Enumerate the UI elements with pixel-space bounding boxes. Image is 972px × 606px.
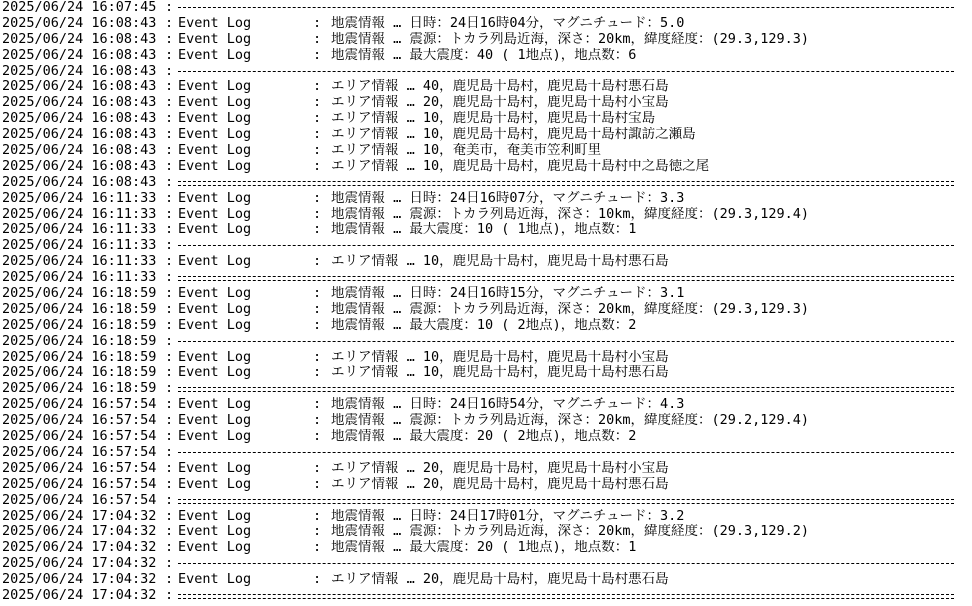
double-rule-divider [178, 181, 954, 186]
log-separator [0, 270, 972, 286]
log-timestamp: 2025/06/24 16:07:45 [2, 0, 157, 15]
log-separator [0, 381, 972, 397]
log-timestamp: 2025/06/24 16:57:54 [2, 476, 157, 492]
log-source: Event Log [178, 429, 252, 445]
field-separator: : [165, 15, 174, 31]
log-entry [0, 16, 972, 32]
field-separator: : [313, 222, 322, 238]
log-separator [0, 64, 972, 80]
log-separator [0, 334, 972, 350]
log-message: 地震情報 … 震源：トカラ列島近海，深さ：20km，緯度経度：(29.3,129.3) [331, 301, 810, 317]
log-message: 地震情報 … 震源：トカラ列島近海，深さ：20km，緯度経度：(29.2,129.4) [331, 413, 810, 429]
log-entry [0, 127, 972, 143]
field-separator: : [165, 270, 174, 286]
field-separator: : [165, 540, 174, 556]
log-entry [0, 207, 972, 223]
field-separator: : [165, 127, 174, 143]
field-separator: : [313, 413, 322, 429]
log-timestamp: 2025/06/24 16:18:59 [2, 381, 157, 397]
field-separator: : [165, 572, 174, 588]
log-timestamp: 2025/06/24 16:18:59 [2, 333, 157, 349]
field-separator: : [165, 143, 174, 159]
single-rule-divider [178, 452, 954, 453]
log-source: Event Log [178, 127, 252, 143]
field-separator: : [165, 31, 174, 47]
log-entry [0, 302, 972, 318]
field-separator: : [165, 63, 174, 79]
log-timestamp: 2025/06/24 17:04:32 [2, 556, 157, 572]
log-source: Event Log [178, 508, 252, 524]
log-entry [0, 365, 972, 381]
log-message: 地震情報 … 日時：24日16時54分，マグニチュード：4.3 [331, 397, 685, 413]
log-source: Event Log [178, 111, 252, 127]
log-source: Event Log [178, 254, 252, 270]
field-separator: : [313, 429, 322, 445]
field-separator: : [313, 95, 322, 111]
log-entry [0, 461, 972, 477]
log-message: エリア情報 … 10，鹿児島十島村，鹿児島十島村中之島徳之尾 [331, 158, 710, 174]
log-timestamp: 2025/06/24 17:04:32 [2, 587, 157, 603]
log-entry [0, 79, 972, 95]
log-timestamp: 2025/06/24 16:11:33 [2, 190, 157, 206]
field-separator: : [165, 429, 174, 445]
log-timestamp: 2025/06/24 16:57:54 [2, 429, 157, 445]
field-separator: : [165, 556, 174, 572]
log-source: Event Log [178, 79, 252, 95]
field-separator: : [165, 317, 174, 333]
field-separator: : [165, 524, 174, 540]
log-source: Event Log [178, 540, 252, 556]
field-separator: : [165, 587, 174, 603]
log-entry [0, 429, 972, 445]
log-message: 地震情報 … 震源：トカラ列島近海，深さ：10km，緯度経度：(29.3,129.4) [331, 206, 810, 222]
log-timestamp: 2025/06/24 16:18:59 [2, 349, 157, 365]
log-message: 地震情報 … 最大震度：20 ( 2地点)，地点数：2 [331, 429, 637, 445]
log-source: Event Log [178, 524, 252, 540]
field-separator: : [165, 174, 174, 190]
field-separator: : [165, 333, 174, 349]
log-separator [0, 175, 972, 191]
log-message: エリア情報 … 10，鹿児島十島村，鹿児島十島村宝島 [331, 111, 656, 127]
log-message: 地震情報 … 最大震度：20 ( 1地点)，地点数：1 [331, 540, 637, 556]
log-entry [0, 95, 972, 111]
log-source: Event Log [178, 143, 252, 159]
log-source: Event Log [178, 397, 252, 413]
log-timestamp: 2025/06/24 16:08:43 [2, 63, 157, 79]
log-entry [0, 350, 972, 366]
log-entry [0, 318, 972, 334]
log-entry [0, 32, 972, 48]
log-timestamp: 2025/06/24 16:57:54 [2, 460, 157, 476]
log-message: エリア情報 … 20，鹿児島十島村，鹿児島十島村小宝島 [331, 95, 669, 111]
log-source: Event Log [178, 158, 252, 174]
log-timestamp: 2025/06/24 16:08:43 [2, 15, 157, 31]
log-timestamp: 2025/06/24 16:57:54 [2, 492, 157, 508]
log-source: Event Log [178, 47, 252, 63]
field-separator: : [313, 349, 322, 365]
log-timestamp: 2025/06/24 16:08:43 [2, 79, 157, 95]
log-message: エリア情報 … 20，鹿児島十島村，鹿児島十島村小宝島 [331, 460, 669, 476]
field-separator: : [313, 127, 322, 143]
log-source: Event Log [178, 206, 252, 222]
field-separator: : [165, 301, 174, 317]
log-separator [0, 445, 972, 461]
log-timestamp: 2025/06/24 16:08:43 [2, 127, 157, 143]
double-rule-divider [178, 499, 954, 504]
log-source: Event Log [178, 31, 252, 47]
log-message: 地震情報 … 日時：24日16時07分，マグニチュード：3.3 [331, 190, 685, 206]
log-separator [0, 556, 972, 572]
log-separator [0, 493, 972, 509]
log-timestamp: 2025/06/24 16:18:59 [2, 317, 157, 333]
log-entry [0, 48, 972, 64]
log-message: 地震情報 … 日時：24日16時04分，マグニチュード：5.0 [331, 15, 685, 31]
log-separator [0, 238, 972, 254]
log-message: 地震情報 … 震源：トカラ列島近海，深さ：20km，緯度経度：(29.3,129.2) [331, 524, 810, 540]
log-source: Event Log [178, 413, 252, 429]
log-timestamp: 2025/06/24 16:18:59 [2, 365, 157, 381]
field-separator: : [165, 206, 174, 222]
log-source: Event Log [178, 460, 252, 476]
single-rule-divider [178, 245, 954, 246]
field-separator: : [165, 111, 174, 127]
log-source: Event Log [178, 317, 252, 333]
field-separator: : [165, 238, 174, 254]
double-rule-divider [178, 276, 954, 281]
field-separator: : [165, 460, 174, 476]
log-separator [0, 588, 972, 604]
log-timestamp: 2025/06/24 16:08:43 [2, 111, 157, 127]
log-timestamp: 2025/06/24 16:57:54 [2, 444, 157, 460]
log-timestamp: 2025/06/24 16:08:43 [2, 158, 157, 174]
field-separator: : [313, 79, 322, 95]
double-rule-divider [178, 594, 954, 599]
log-entry [0, 540, 972, 556]
field-separator: : [313, 476, 322, 492]
field-separator: : [165, 254, 174, 270]
field-separator: : [165, 492, 174, 508]
field-separator: : [313, 397, 322, 413]
log-timestamp: 2025/06/24 17:04:32 [2, 524, 157, 540]
field-separator: : [313, 540, 322, 556]
log-message: 地震情報 … 最大震度：10 ( 2地点)，地点数：2 [331, 317, 637, 333]
log-message: エリア情報 … 40，鹿児島十島村，鹿児島十島村悪石島 [331, 79, 669, 95]
log-timestamp: 2025/06/24 16:18:59 [2, 286, 157, 302]
log-message: エリア情報 … 10，鹿児島十島村，鹿児島十島村小宝島 [331, 349, 669, 365]
log-entry [0, 111, 972, 127]
log-source: Event Log [178, 476, 252, 492]
log-message: エリア情報 … 10，鹿児島十島村，鹿児島十島村諏訪之瀬島 [331, 127, 696, 143]
log-entry [0, 397, 972, 413]
log-entry [0, 143, 972, 159]
log-source: Event Log [178, 190, 252, 206]
log-timestamp: 2025/06/24 16:18:59 [2, 301, 157, 317]
log-timestamp: 2025/06/24 16:08:43 [2, 174, 157, 190]
field-separator: : [165, 222, 174, 238]
single-rule-divider [178, 7, 954, 8]
single-rule-divider [178, 71, 954, 72]
field-separator: : [165, 381, 174, 397]
log-timestamp: 2025/06/24 16:08:43 [2, 143, 157, 159]
field-separator: : [165, 0, 174, 15]
log-timestamp: 2025/06/24 17:04:32 [2, 508, 157, 524]
field-separator: : [313, 190, 322, 206]
log-entry [0, 254, 972, 270]
log-timestamp: 2025/06/24 16:11:33 [2, 238, 157, 254]
field-separator: : [165, 47, 174, 63]
log-timestamp: 2025/06/24 16:57:54 [2, 397, 157, 413]
log-entry [0, 222, 972, 238]
field-separator: : [313, 524, 322, 540]
log-source: Event Log [178, 365, 252, 381]
field-separator: : [165, 413, 174, 429]
log-entry [0, 509, 972, 525]
log-timestamp: 2025/06/24 16:57:54 [2, 413, 157, 429]
log-entry [0, 159, 972, 175]
field-separator: : [313, 301, 322, 317]
log-message: 地震情報 … 日時：24日17時01分，マグニチュード：3.2 [331, 508, 685, 524]
field-separator: : [165, 286, 174, 302]
field-separator: : [165, 397, 174, 413]
log-entry [0, 477, 972, 493]
field-separator: : [313, 158, 322, 174]
field-separator: : [313, 111, 322, 127]
field-separator: : [165, 158, 174, 174]
log-message: エリア情報 … 10，鹿児島十島村，鹿児島十島村悪石島 [331, 254, 669, 270]
log-message: 地震情報 … 最大震度：40 ( 1地点)，地点数：6 [331, 47, 637, 63]
field-separator: : [165, 365, 174, 381]
log-message: エリア情報 … 10，鹿児島十島村，鹿児島十島村悪石島 [331, 365, 669, 381]
log-entry [0, 286, 972, 302]
single-rule-divider [178, 341, 954, 342]
field-separator: : [165, 444, 174, 460]
log-entry [0, 524, 972, 540]
log-source: Event Log [178, 301, 252, 317]
field-separator: : [165, 79, 174, 95]
log-source: Event Log [178, 95, 252, 111]
field-separator: : [313, 206, 322, 222]
single-rule-divider [178, 563, 954, 564]
log-entry [0, 191, 972, 207]
field-separator: : [313, 365, 322, 381]
log-timestamp: 2025/06/24 17:04:32 [2, 572, 157, 588]
log-timestamp: 2025/06/24 17:04:32 [2, 540, 157, 556]
log-source: Event Log [178, 349, 252, 365]
log-timestamp: 2025/06/24 16:11:33 [2, 254, 157, 270]
field-separator: : [313, 460, 322, 476]
log-timestamp: 2025/06/24 16:08:43 [2, 47, 157, 63]
log-message: エリア情報 … 20，鹿児島十島村，鹿児島十島村悪石島 [331, 572, 669, 588]
log-timestamp: 2025/06/24 16:11:33 [2, 270, 157, 286]
double-rule-divider [178, 387, 954, 392]
log-timestamp: 2025/06/24 16:11:33 [2, 206, 157, 222]
field-separator: : [313, 572, 322, 588]
field-separator: : [313, 254, 322, 270]
field-separator: : [165, 95, 174, 111]
field-separator: : [313, 317, 322, 333]
field-separator: : [313, 286, 322, 302]
log-source: Event Log [178, 286, 252, 302]
field-separator: : [165, 508, 174, 524]
field-separator: : [165, 190, 174, 206]
log-source: Event Log [178, 222, 252, 238]
log-entry [0, 413, 972, 429]
log-timestamp: 2025/06/24 16:08:43 [2, 31, 157, 47]
field-separator: : [313, 47, 322, 63]
log-message: 地震情報 … 震源：トカラ列島近海，深さ：20km，緯度経度：(29.3,129.3) [331, 31, 810, 47]
log-message: エリア情報 … 10，奄美市，奄美市笠利町里 [331, 143, 602, 159]
field-separator: : [313, 15, 322, 31]
field-separator: : [165, 349, 174, 365]
log-timestamp: 2025/06/24 16:08:43 [2, 95, 157, 111]
field-separator: : [313, 143, 322, 159]
log-source: Event Log [178, 572, 252, 588]
log-message: エリア情報 … 20，鹿児島十島村，鹿児島十島村悪石島 [331, 476, 669, 492]
log-entry [0, 572, 972, 588]
log-message: 地震情報 … 最大震度：10 ( 1地点)，地点数：1 [331, 222, 637, 238]
log-message: 地震情報 … 日時：24日16時15分，マグニチュード：3.1 [331, 286, 685, 302]
field-separator: : [313, 508, 322, 524]
log-separator [0, 0, 972, 16]
field-separator: : [313, 31, 322, 47]
log-timestamp: 2025/06/24 16:11:33 [2, 222, 157, 238]
log-source: Event Log [178, 15, 252, 31]
field-separator: : [165, 476, 174, 492]
